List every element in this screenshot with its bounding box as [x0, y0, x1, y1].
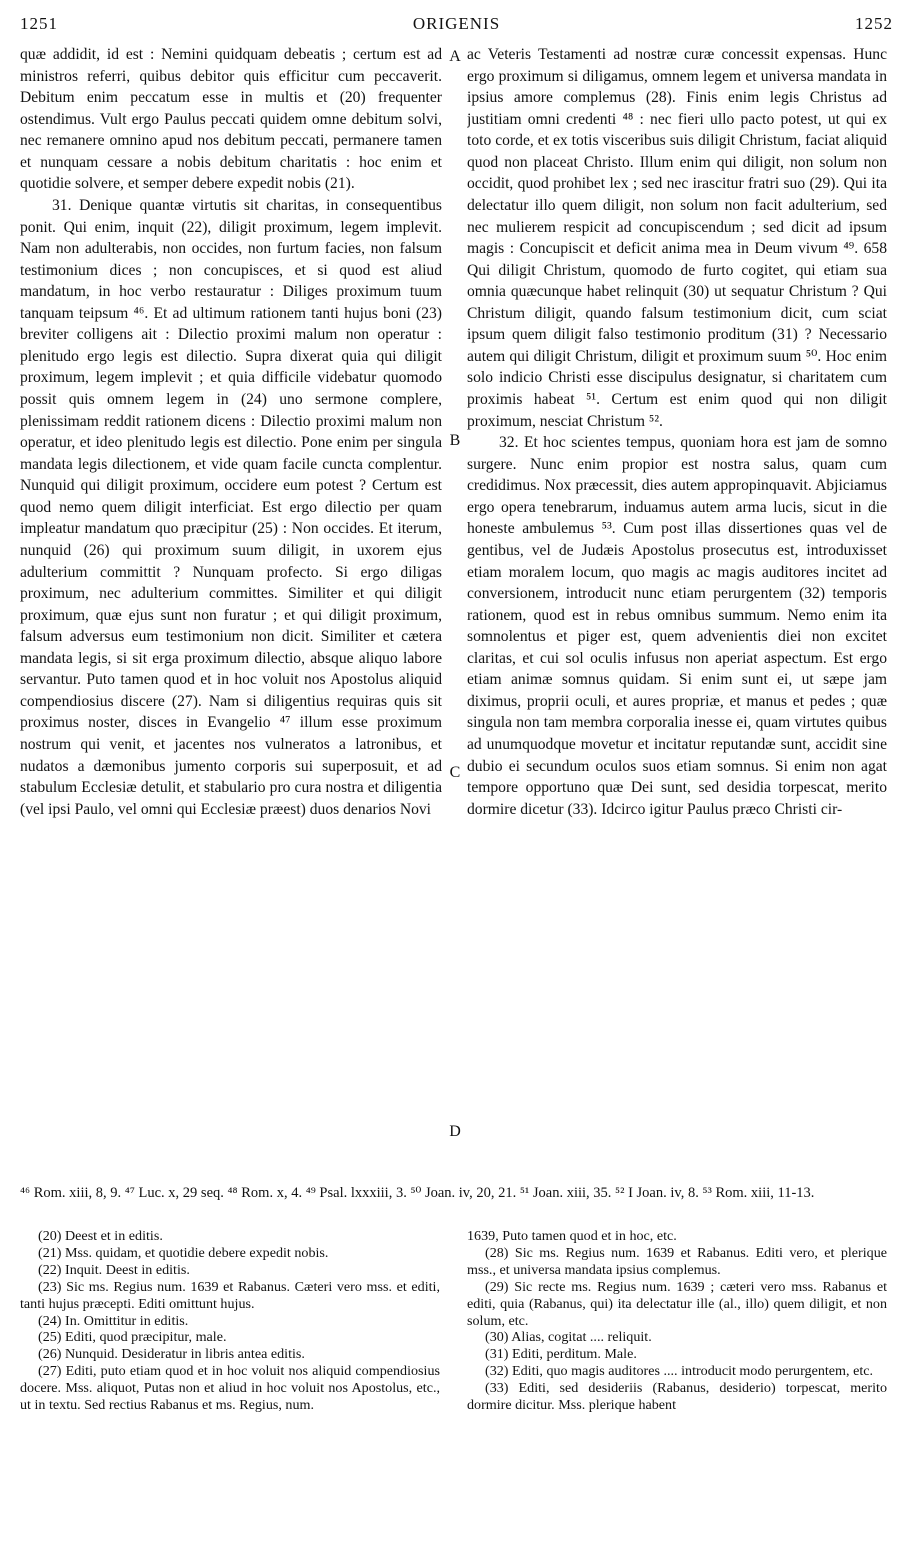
- running-header: [20, 10, 893, 38]
- scripture-references: ⁴⁶ Rom. xiii, 8, 9. ⁴⁷ Luc. x, 29 seq. ⁴⁸ Rom. x, 4. ⁴⁹ Psal. lxxxiii, 3. ⁵⁰ Joan. iv, 20, 21. ⁵¹ Joan. xiii, 35. ⁵² I Joan. iv, 8. ⁵³ Rom. xiii, 11-13.: [20, 1185, 815, 1201]
- note: (28) Sic ms. Regius num. 1639 et Rabanus. Editi vero, et plerique mss., et universa mandata ipsius complemus.: [467, 1244, 887, 1278]
- note: (30) Alias, cogitat .... reliquit.: [485, 1329, 652, 1346]
- right-text-column: [467, 44, 887, 1156]
- note: (24) In. Omittitur in editis.: [38, 1312, 189, 1329]
- note: (29) Sic recte ms. Regius num. 1639 ; cæteri vero mss. Rabanus et editi, quia (Rabanus, qui) ita delectatur ille (al., illo) quem diligit, et non solum, etc.: [467, 1278, 887, 1329]
- note: (32) Editi, quo magis auditores .... introducit modo perurgentem, etc.: [485, 1363, 874, 1380]
- paragraph: ac Veteris Testamenti ad nostræ curæ concessit expensas. Hunc ergo proximum si diligamus, omnem legem et universa mandata in ipsius amore complemus (28). Finis enim legis Christus ad justitiam omni credenti ⁴⁸ : nec fieri ullo pacto potest, ut qui ex toto corde, et ex totis visceribus suis diligit Christum, faciat aliquid quod non placeat Christo. Illum enim qui diligit, non solum non occidit, quod prohibet lex ; sed nec irascitur fratri suo (29). Qui ita delectatur illo quem diligit, non solum non facit adulterium, sed nec mulierem respicit ad concupiscendum ; sed dicit ad ipsum magis : Concupiscit et deficit anima mea in Deum vivum ⁴⁹. 658 Qui diligit Christum, quomodo de furto cogitet, qui etiam sua omnia quæcunque habet relinquit (30) ut sequatur Christum ? Qui Christum diligit, quando falsum testimonium dicit, cum sciat ipsum quem diligit falso testimonio proditum (31) ? Necessario autem qui diligit Christum, diligit et proximum suum ⁵⁰. Hoc enim solo indicio Christi esse discipulus designatur, si charitatem cum proximis habeat ⁵¹. Certum est enim quod qui non diligit proximum, nesciat Christum ⁵².: [467, 46, 887, 430]
- paragraph: 31. Denique quantæ virtutis sit charitas, in consequentibus ponit. Qui enim, inquit (22), diligit proximum, legem implevit. Nam non adulterabis, non occides, non furtum facies, non falsum testimonium dices ; non concupisces, et si quod est aliud mandatum, in hoc verbo restauratur : Diliges proximum tuum tanquam teipsum ⁴⁶. Et ad ultimum rationem tanti hujus boni (23) breviter colligens ait : Dilectio proximi malum non operatur : plenitudo ergo legis est dilectio. Supra dixerat quia qui diligit proximum, legem implevit ; et quia difficile videbatur quomodo possit quis omnem legem in (24) uno sermone complere, plenissimam reddit rationem dicens : Dilectio proximi malum non operatur, et ideo plenitudo legis est dilectio. Pone enim per singula mandata legis dilectionem, et vide quam facile cuncta complentur. Nunquid qui diligit proximum, occidere eum potest ? Certum est quod nemo quem diligit interficiat. Est ergo dilectio per quam impleatur mandatum quo præcipitur (25) : Non occides. Et iterum, nunquid (26) qui proximum suum diligit, in uxorem ejus adulterium committit ? Nunquam profecto. Si ergo diligas proximum, nec adulterium committes. Similiter et qui diligit proximum, quæ ejus sunt non furatur ; et qui diligit proximum, falsum adversus eum testimonium non dicit. Similiter et cætera mandata legis, si sit erga proximum dilectio, absque aliquo labore servantur. Puto tamen quod et in hoc voluit nos Apostolus aliquid compendiosius discere (27). Nam si diligentius requiras quis sit proximus noster, disces in Evangelio ⁴⁷ illum esse proximum nostrum qui venit, et jacentes nos vulneratos a latronibus, et nudatos a dæmonibus jumento corporis sui superposuit, et ad stabulum Ecclesiæ detulit, et stabulario pro cura nostra et diligentia (vel ipsi Paulo, vel omni qui Ecclesiæ præest) duos denarios Novi: [20, 196, 442, 818]
- note: (22) Inquit. Deest in editis.: [38, 1261, 190, 1278]
- note: (26) Nunquid. Desideratur in libris antea editis.: [38, 1346, 305, 1363]
- note: (25) Editi, quod præcipitur, male.: [38, 1329, 227, 1346]
- margin-marker: D: [449, 1123, 461, 1140]
- margin-marker: C: [449, 764, 461, 781]
- notes-right: [467, 1228, 887, 1528]
- note: 1639, Puto tamen quod et in hoc, etc.: [467, 1228, 677, 1244]
- margin-marker: A: [449, 48, 461, 65]
- running-title: ORIGENIS: [412, 14, 501, 33]
- paragraph: 32. Et hoc scientes tempus, quoniam hora est jam de somno surgere. Nunc enim propior est nostra salus, quam cum credidimus. Nox præcessit, dies autem appropinquavit. Abjiciamus ergo opera tenebrarum, induamus autem arma lucis, sicut in die honeste ambulemus ⁵³. Cum post illas dissertiones quas vel de gentibus, vel de Judæis Apostolus prosecutus est, introduxisset etiam moralem locum, quo magis ac magis auditores incitet ad conversionem, introducit nunc etiam perurgentem (32) temporis rationem, quod est in rebus omnibus summum. Nemo enim ita somnolentus et piger est, quem advenientis diei non excitet claritas, et cui sol oculis infusus non aperiat aspectum. Est ergo etiam animæ somnus quidam. Si enim sunt ei, ut sæpe jam diximus, proprii oculi, et aures propriæ, et manus et pedes ; quæ singula non tam membra corporalia inesse ei, quam virtutes quibus ad unumquodque movetur et incitatur reputandæ sunt, accidit sine dubio ei secundum oculos suos etiam somnus. Si enim non agat tempore opportuno quæ Dei sunt, sed desidia torpescat, merito dormire dicetur (33). Idcirco igitur Paulus præco Christi cir-: [467, 434, 887, 818]
- page-number-right: 1252: [855, 14, 893, 33]
- note: (27) Editi, puto etiam quod et in hoc voluit nos aliquid compendiosius docere. Mss. aliquot, Putas non et aliud in hoc voluit nos Apostolus, etc., ut in textu. Sed rectius Rabanus et ms. Regius, num.: [20, 1363, 440, 1414]
- page-number-left: 1251: [20, 14, 58, 33]
- note: (23) Sic ms. Regius num. 1639 et Rabanus. Cæteri vero mss. et editi, tanti hujus præcepti. Editi omittunt hujus.: [20, 1278, 440, 1312]
- paragraph: quæ addidit, id est : Nemini quidquam debeatis ; certum est ad ministros referri, quibus debitor quis efficitur cum peccaverit. Debitum enim peccatum esse in multis et (20) frequenter ostendimus. Vult ergo Paulus peccati quidem omne debitum solvi, nec remanere omnino apud nos debitum peccati, permanere tamen et nunquam cessare a nobis debitum charitatis : hoc enim et quotidie solvere, et semper debere expedit nobis (21).: [20, 46, 442, 193]
- note: (21) Mss. quidam, et quotidie debere expedit nobis.: [38, 1244, 329, 1261]
- notes-left: [20, 1228, 440, 1528]
- margin-marker: B: [449, 432, 461, 449]
- note: (31) Editi, perditum. Male.: [485, 1346, 637, 1363]
- note: (33) Editi, sed desideriis (Rabanus, desiderio) torpescat, merito dormire dicitur. Mss. plerique habent: [467, 1380, 887, 1414]
- note: (20) Deest et in editis.: [38, 1228, 163, 1244]
- left-text-column: [20, 44, 442, 1156]
